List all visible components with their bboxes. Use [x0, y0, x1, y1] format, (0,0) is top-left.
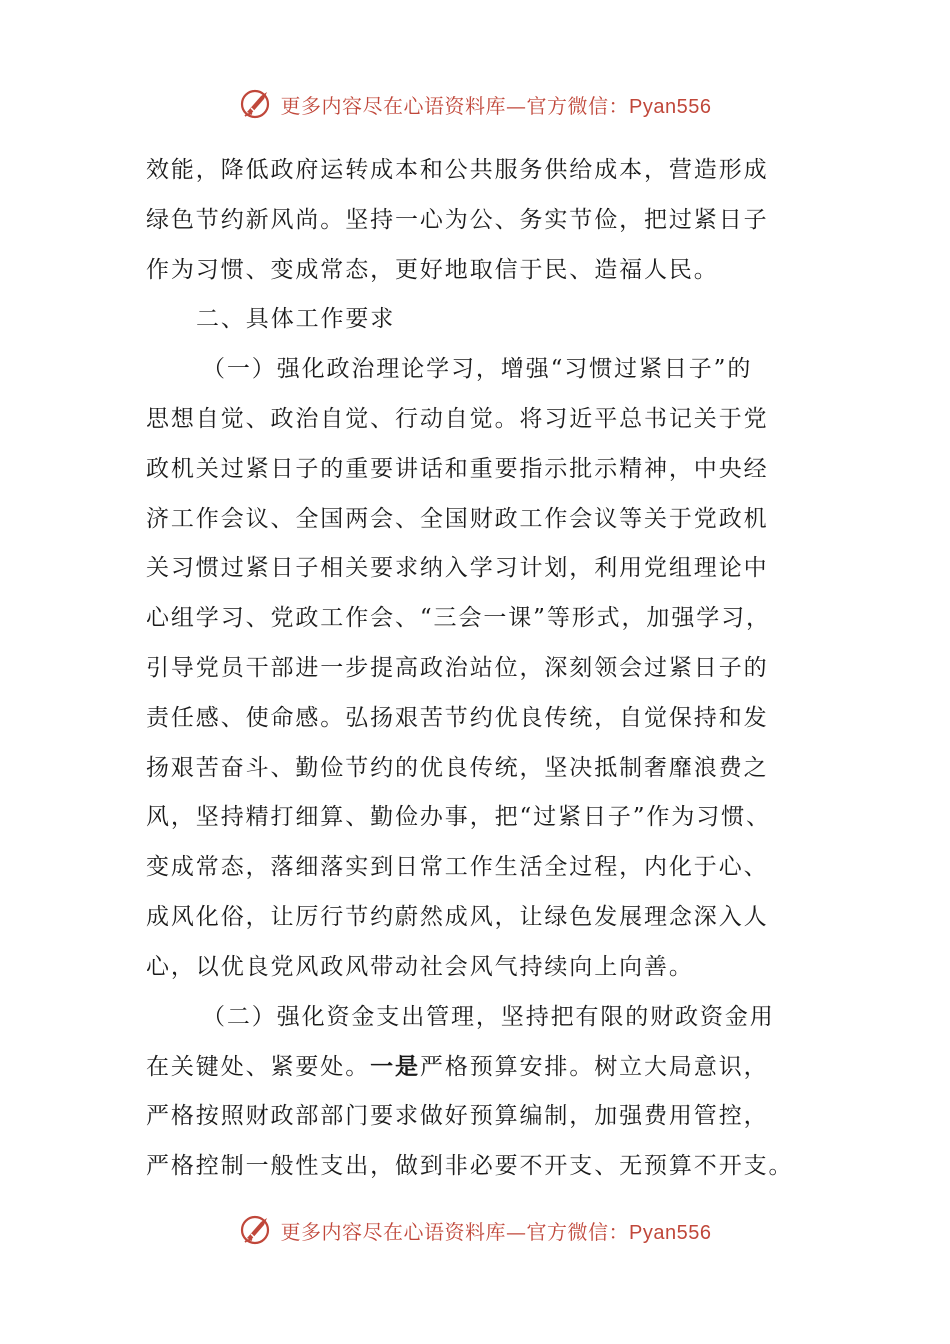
banner-wechat-label: 官方微信： — [526, 1219, 630, 1244]
paragraph-line: 成风化俗，让厉行节约蔚然成风，让绿色发展理念深入人 — [146, 903, 769, 930]
paragraph-line: 作为习惯、变成常态，更好地取信于民、造福人民。 — [146, 256, 719, 283]
paragraph-line: 济工作会议、全国两会、全国财政工作会议等关于党政机 — [146, 505, 769, 532]
banner-separator: — — [506, 1219, 527, 1244]
banner-text — [281, 90, 712, 119]
banner-separator: — — [506, 93, 527, 118]
paragraph-line: （一）强化政治理论学习，增强“习惯过紧日子”的 — [202, 356, 753, 383]
paragraph-line: 责任感、使命感。弘扬艰苦节约优良传统，自觉保持和发 — [146, 704, 769, 731]
banner-text — [281, 1216, 712, 1245]
paragraph-line: （二）强化资金支出管理，坚持把有限的财政资金用 — [202, 1003, 775, 1030]
line-text-before: 在关键处、紧要处。 — [146, 1054, 371, 1081]
paragraph-line: 绿色节约新风尚。坚持一心为公、务实节俭，把过紧日子 — [146, 206, 769, 233]
paragraph-line — [146, 1042, 806, 1092]
banner-wechat-label: 官方微信： — [526, 93, 630, 118]
banner-main-text: 更多内容尽在心语资料库 — [280, 93, 507, 118]
paragraph-line: 政机关过紧日子的重要讲话和重要指示批示精神，中央经 — [146, 455, 769, 482]
paragraph-line: 扬艰苦奋斗、勤俭节约的优良传统，坚决抵制奢靡浪费之 — [146, 754, 769, 781]
paragraph-line: 变成常态，落细落实到日常工作生活全过程，内化于心、 — [146, 854, 769, 881]
line-text-after: 严格预算安排。树立大局意识， — [419, 1054, 769, 1081]
banner-main-text: 更多内容尽在心语资料库 — [280, 1219, 507, 1244]
bold-emphasis: 一是 — [370, 1053, 420, 1081]
document-body — [146, 146, 806, 1192]
paragraph-line: 严格控制一般性支出，做到非必要不开支、无预算不开支。 — [146, 1152, 794, 1179]
paragraph-line: 严格按照财政部部门要求做好预算编制，加强费用管控， — [146, 1103, 769, 1130]
paragraph-line: 风，坚持精打细算、勤俭办事，把“过紧日子”作为习惯、 — [146, 804, 771, 831]
footer-banner — [0, 1210, 950, 1250]
paragraph-line: 关习惯过紧日子相关要求纳入学习计划，利用党组理论中 — [146, 555, 769, 582]
paragraph-line: 效能，降低政府运转成本和公共服务供给成本，营造形成 — [146, 157, 769, 183]
paragraph-line: 引导党员干部进一步提高政治站位，深刻领会过紧日子的 — [146, 654, 769, 681]
paragraph-line: 思想自觉、政治自觉、行动自觉。将习近平总书记关于党 — [146, 405, 769, 432]
banner-wechat-id: Pyan556 — [629, 1221, 712, 1244]
banner-wechat-id: Pyan556 — [629, 95, 712, 118]
paragraph-line: 心，以优良党风政风带动社会风气持续向上向善。 — [146, 953, 694, 980]
paragraph-line: 心组学习、党政工作会、“三会一课”等形式，加强学习， — [146, 605, 771, 632]
section-heading: 二、具体工作要求 — [196, 306, 396, 333]
pen-nib-logo-icon — [239, 1212, 275, 1248]
header-banner — [0, 84, 950, 124]
pen-nib-logo-icon — [239, 86, 275, 122]
